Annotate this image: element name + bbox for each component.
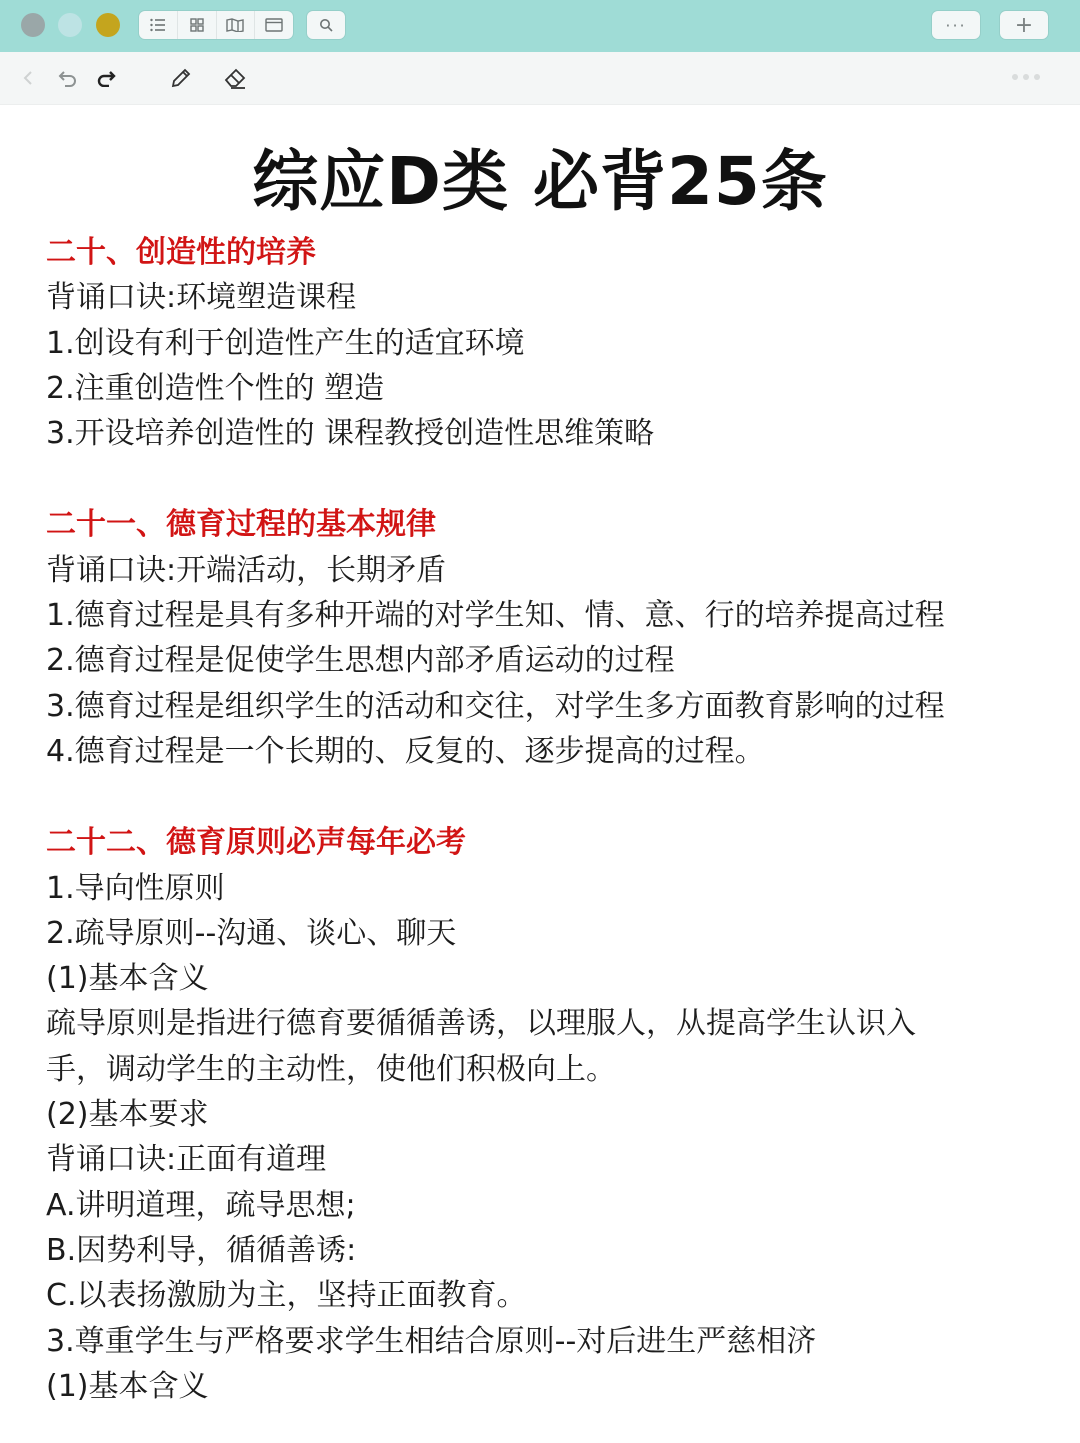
eraser-icon[interactable] — [222, 64, 250, 92]
window-titlebar — [0, 0, 1080, 52]
add-page-button[interactable]: + — [1000, 11, 1048, 39]
text-line: 2.疏导原则--沟通、谈心、聊天 — [46, 915, 457, 951]
text-line: (1)基本含义 — [46, 1368, 209, 1404]
editing-toolbar — [0, 52, 1080, 105]
section-spacer — [46, 774, 1046, 820]
text-line: 背诵口诀:环境塑造课程 — [46, 280, 357, 316]
text-line: B.因势利导，循循善诱: — [46, 1232, 357, 1268]
section-spacer — [46, 456, 1046, 502]
text-line: 1.德育过程是具有多种开端的对学生知、情、意、行的培养提高过程 — [46, 598, 945, 634]
text-line: (2)基本要求 — [46, 1097, 209, 1133]
pencil-icon[interactable] — [167, 64, 195, 92]
book-icon[interactable] — [217, 11, 256, 39]
text-line: 3.尊重学生与严格要求学生相结合原则--对后进生严慈相济 — [46, 1323, 817, 1359]
text-line: 疏导原则是指进行德育要循循善诱，以理服人，从提高学生认识入 — [46, 1006, 916, 1042]
text-line: A.讲明道理，疏导思想; — [46, 1187, 356, 1223]
text-line: 1.创设有利于创造性产生的适宜环境 — [46, 325, 525, 361]
section-heading: 二十二、德育原则必声每年必考 — [46, 825, 466, 861]
zoom-window-button[interactable] — [96, 13, 120, 37]
text-line: 3.开设培养创造性的 课程教授创造性思维策略 — [46, 416, 655, 452]
text-line: 2.德育过程是促使学生思想内部矛盾运动的过程 — [46, 643, 675, 679]
minimize-window-button[interactable] — [58, 13, 82, 37]
sidebar-icon[interactable] — [255, 11, 293, 39]
undo-icon[interactable] — [54, 64, 82, 92]
text-line: 3.德育过程是组织学生的活动和交往，对学生多方面教育影响的过程 — [46, 688, 945, 724]
back-chevron-icon[interactable] — [14, 64, 42, 92]
redo-icon[interactable] — [92, 64, 120, 92]
close-window-button[interactable] — [21, 13, 45, 37]
page-options-icon[interactable] — [1012, 74, 1040, 80]
more-options-button[interactable]: ··· — [932, 11, 980, 39]
text-line: 4.德育过程是一个长期的、反复的、逐步提高的过程。 — [46, 733, 765, 769]
text-line: 1.导向性原则 — [46, 870, 225, 906]
view-toolbar-group — [139, 11, 293, 39]
text-line: (1)基本含义 — [46, 961, 209, 997]
section-heading: 二十、创造性的培养 — [46, 235, 316, 270]
search-toolbar-group — [307, 11, 345, 39]
text-line: 手，调动学生的主动性，使他们积极向上。 — [46, 1051, 616, 1087]
list-view-icon[interactable] — [139, 11, 178, 39]
grid-view-icon[interactable] — [178, 11, 217, 39]
document-body — [46, 230, 1046, 1409]
search-icon[interactable] — [307, 11, 345, 39]
text-line: 背诵口诀:开端活动，长期矛盾 — [46, 552, 447, 588]
text-line: C.以表扬激励为主，坚持正面教育。 — [46, 1278, 527, 1314]
text-line: 2.注重创造性个性的 塑造 — [46, 370, 385, 406]
text-line: 背诵口诀:正面有道理 — [46, 1142, 327, 1178]
document-title: 综应D类 必背25条 — [252, 143, 828, 220]
section-heading: 二十一、德育过程的基本规律 — [46, 507, 436, 543]
